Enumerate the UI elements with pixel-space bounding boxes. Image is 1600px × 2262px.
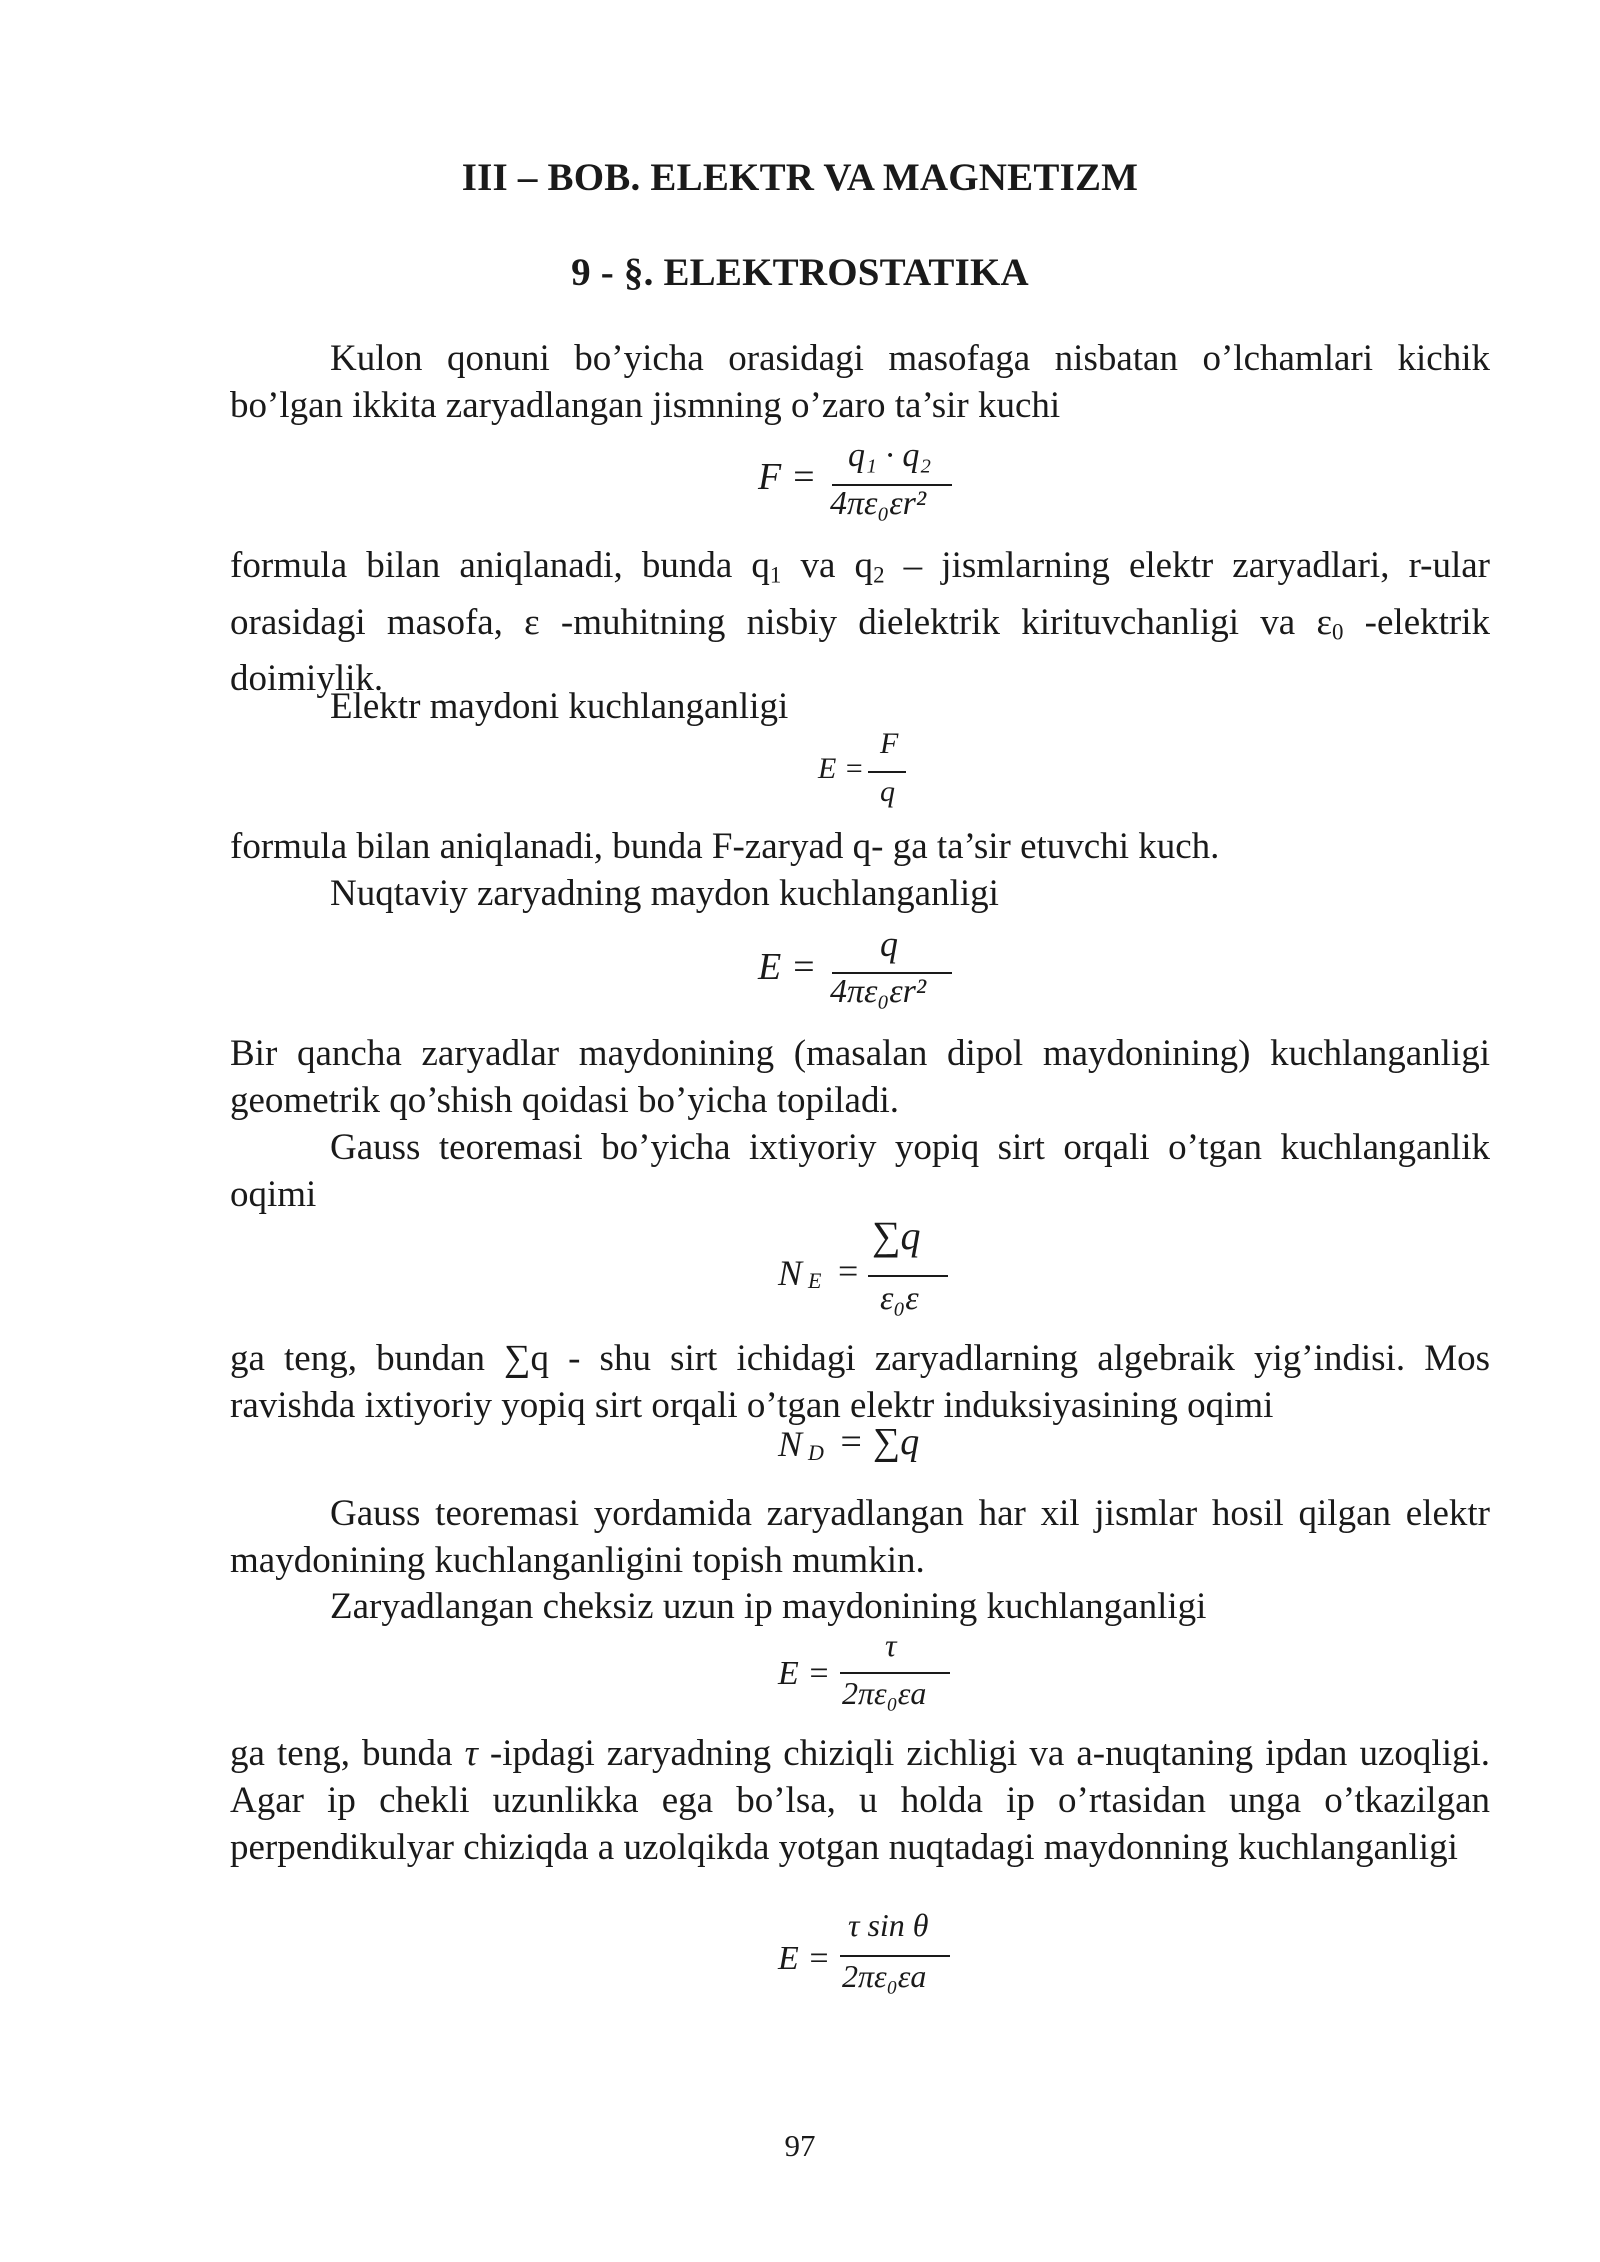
paragraph-superposition: Bir qancha zaryadlar maydonining (masalan dipol maydonining) kuchlanganligi geometrik qo’shish qoidasi bo’yicha topiladi. — [230, 1033, 1490, 1121]
paragraph-coulomb-explanation: formula bilan aniqlanadi, bunda $q_1$ va $q_2$ – jismlarning elektr zaryadlari, r-ular orasidagi masofa, ε -muhitning nisbiy dielektrik kirituvchanligi va $\varepsilon_0$ -elektrik doimiylik. — [230, 545, 1490, 700]
document-page: III – BOB. ELEKTR VA MAGNETIZM 9 - §. ELEKTROSTATIKA Kulon qonuni bo’yicha orasidagi masofaga nisbatan o’lchamlari kichik bo’lgan ikkita zaryadlangan jismning o’zaro ta’sir kuchi F = q₁ · q₂ 4πε₀εr² formula bilan aniqlanadi, bunda $q_1$ va $q_2$ – jismlarning elektr zaryadlari, r-ular orasidagi masofa, ε -muhitning nisbiy dielektrik kirituvchanligi va $\varepsilon_0$ -elektrik doimiylik. Elektr maydoni kuchlanganligi E = F q formula bilan aniqlanadi, bunda F-zaryad q- ga ta’sir etuvchi kuch. Nuqtaviy zaryadning maydon kuchlanganligi E = q 4πε₀εr² Bir qancha zaryadlar maydonining (masalan dipol maydonining) kuchlanganligi geometrik qo’shish qoidasi bo’yicha topiladi. Gauss teoremasi bo’yicha ixtiyoriy yopiq sirt orqali o’tgan kuchlanganlik oqimi N E = ∑q ε₀ε ga teng, bundan ∑q - shu sirt ichidagi zaryadlarning algebraik yig’indisi. Mos ravishda ixtiyoriy yopiq sirt orqali o’tgan elektr induksiyasining oqimi N D = ∑q Gauss teoremasi yordamida zaryadlangan har xil jismlar hosil qilgan elektr maydonining kuchlanganligini topish mumkin. Zaryadlangan cheksiz uzun ip maydonining kuchlanganligi E = τ 2πε₀εa ga teng, bunda τ -ipdagi zaryadning chiziqli zichligi va a-nuqtaning ipdan uzoqligi. Agar ip chekli uzunlikka ega bo’lsa, u holda ip o’rtasidan unga o’tkazilgan perpendikulyar chiziqda a uzolqikda yotgan nuqtadagi maydonning kuchlanganligi E = τ sin θ 2πε₀εa 97 — [0, 0, 1600, 2262]
page-number: 97 — [784, 2128, 816, 2163]
paragraph-coulomb-law: Kulon qonuni bo’yicha orasidagi masofaga nisbatan o’lchamlari kichik bo’lgan ikkita zaryadlangan jismning o’zaro ta’sir kuchi — [230, 338, 1490, 426]
text-field-strength-intro: Elektr maydoni kuchlanganligi — [330, 686, 789, 727]
text-field-definition-explanation: formula bilan aniqlanadi, bunda F-zaryad q- ga ta’sir etuvchi kuch. — [230, 826, 1220, 867]
section-title: 9 - §. ELEKTROSTATIKA — [571, 251, 1029, 294]
text-point-charge-intro: Nuqtaviy zaryadning maydon kuchlanganligi — [330, 873, 999, 914]
text-infinite-thread-intro: Zaryadlangan cheksiz uzun ip maydonining kuchlanganligi — [330, 1586, 1207, 1627]
paragraph-gauss-explanation: ga teng, bundan ∑q - shu sirt ichidagi zaryadlarning algebraik yig’indisi. Mos ravishda ixtiyoriy yopiq sirt orqali o’tgan elektr induksiyasining oqimi — [230, 1338, 1490, 1426]
paragraph-gauss-intro: Gauss teoremasi bo’yicha ixtiyoriy yopiq sirt orqali o’tgan kuchlanganlik oqimi — [230, 1127, 1490, 1215]
paragraph-gauss-application: Gauss teoremasi yordamida zaryadlangan har xil jismlar hosil qilgan elektr maydonining kuchlanganligini topish mumkin. — [230, 1493, 1490, 1581]
chapter-title: III – BOB. ELEKTR VA MAGNETIZM — [461, 156, 1139, 199]
paragraph-thread-explanation: ga teng, bunda τ -ipdagi zaryadning chiziqli zichligi va a-nuqtaning ipdan uzoqligi. Agar ip chekli uzunlikka ega bo’lsa, u holda ip o’rtasidan unga o’tkazilgan perpendikulyar chiziqda a uzolqikda yotgan nuqtadagi maydonning kuchlanganligi — [230, 1733, 1491, 1868]
